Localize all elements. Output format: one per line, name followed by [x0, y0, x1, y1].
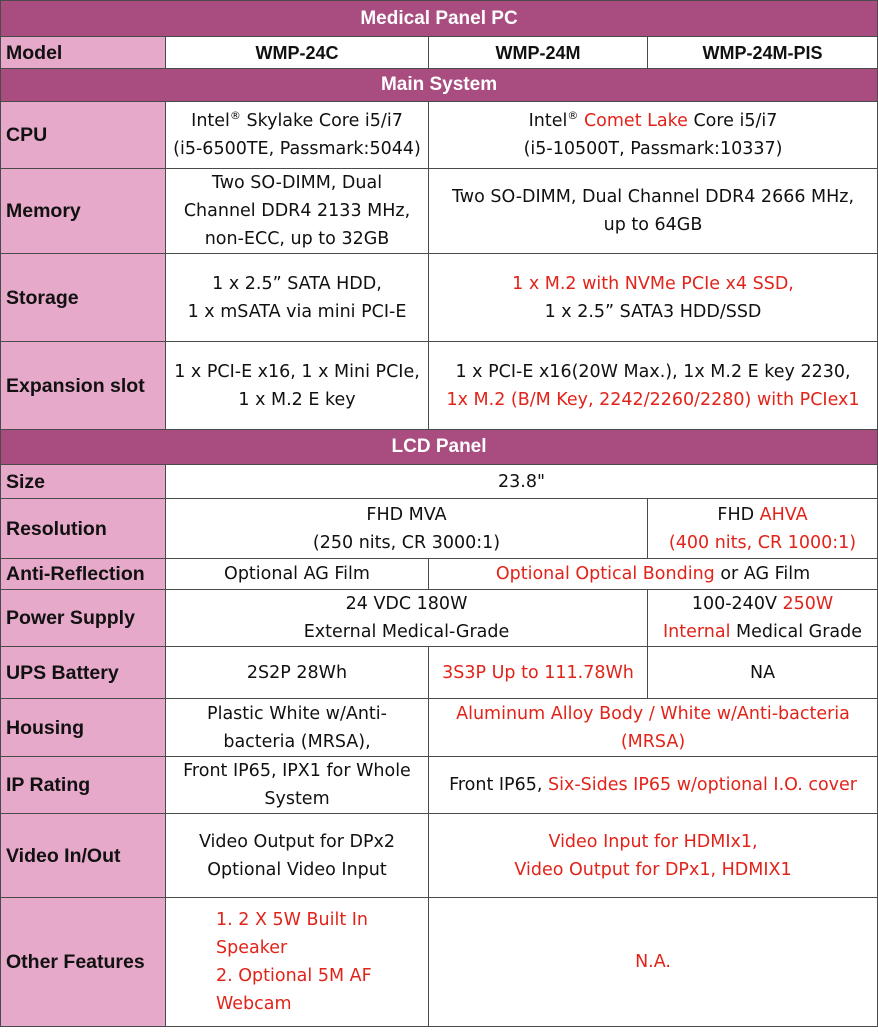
- cpu-row: [1, 102, 878, 169]
- storage-wmp-24c: [166, 254, 429, 342]
- resolution-pis-line2: (400 nits, CR 1000:1): [668, 532, 857, 553]
- video-wmp-24m-line1: Video Input for HDMIx1,: [548, 831, 758, 852]
- memory-wmp-24m-line2: up to 64GB: [603, 215, 703, 235]
- housing-row: [1, 699, 878, 757]
- housing-label: Housing: [1, 699, 166, 757]
- storage-wmp-24m: [429, 254, 878, 342]
- memory-wmp-24c-line3: non-ECC, up to 32GB: [204, 229, 390, 249]
- storage-wmp-24c-line1: 1 x 2.5” SATA HDD,: [212, 273, 382, 294]
- cpu-wmp-24c-line2: (i5-6500TE, Passmark:5044): [173, 139, 421, 159]
- other-row: [1, 898, 878, 1027]
- resolution-pis-line1: FHD AHVA: [717, 504, 808, 525]
- resolution-cm-line2: (250 nits, CR 3000:1): [312, 532, 501, 553]
- model-label: Model: [1, 37, 166, 69]
- resolution-wmp-24m-pis: [648, 499, 878, 559]
- housing-wmp-24c: [166, 699, 429, 757]
- video-wmp-24m: [429, 814, 878, 898]
- housing-wmp-24c-line1: Plastic White w/Anti-: [207, 703, 387, 724]
- memory-wmp-24c-line1: Two SO-DIMM, Dual: [211, 173, 383, 193]
- cpu-wmp-24m-line1: Intel® Comet Lake Core i5/i7: [528, 109, 778, 131]
- other-wmp-24m: N.A.: [429, 898, 878, 1027]
- section-lcd-panel: LCD Panel: [1, 430, 878, 465]
- storage-wmp-24m-line2: 1 x 2.5” SATA3 HDD/SSD: [544, 301, 762, 322]
- other-wmp-24c-line3: 2. Optional 5M AF: [216, 966, 372, 986]
- ups-wmp-24m-pis: NA: [648, 647, 878, 699]
- model-wmp-24m-pis: WMP-24M-PIS: [648, 37, 878, 69]
- expansion-wmp-24c: [166, 342, 429, 430]
- section-main-system: Main System: [1, 69, 878, 102]
- ip-wmp-24c-line2: System: [264, 789, 330, 809]
- other-label: Other Features: [1, 898, 166, 1027]
- video-label: Video In/Out: [1, 814, 166, 898]
- ups-row: [1, 647, 878, 699]
- ip-wmp-24m: Front IP65, Six-Sides IP65 w/optional I.O. cover: [429, 757, 878, 814]
- anti-reflection-wmp-24c: Optional AG Film: [166, 559, 429, 590]
- ip-row: [1, 757, 878, 814]
- title-row: [1, 1, 878, 37]
- cpu-wmp-24m-line2: (i5-10500T, Passmark:10337): [523, 139, 783, 159]
- storage-wmp-24m-line1: 1 x M.2 with NVMe PCIe x4 SSD,: [512, 273, 794, 294]
- power-cm-line2: External Medical-Grade: [303, 622, 510, 642]
- expansion-wmp-24m: [429, 342, 878, 430]
- model-wmp-24m: WMP-24M: [429, 37, 648, 69]
- cpu-wmp-24c-line1: Intel® Skylake Core i5/i7: [191, 109, 403, 131]
- lcd-panel-row: [1, 430, 878, 465]
- table-title: Medical Panel PC: [1, 1, 878, 37]
- video-row: [1, 814, 878, 898]
- power-wmp-24m-pis: [648, 590, 878, 647]
- memory-wmp-24c-line2: Channel DDR4 2133 MHz,: [183, 201, 411, 221]
- size-value: 23.8": [166, 465, 878, 499]
- main-system-row: [1, 69, 878, 102]
- housing-wmp-24m: [429, 699, 878, 757]
- video-wmp-24c: [166, 814, 429, 898]
- anti-reflection-wmp-24m: Optional Optical Bonding or AG Film: [429, 559, 878, 590]
- ip-label: IP Rating: [1, 757, 166, 814]
- power-label: Power Supply: [1, 590, 166, 647]
- expansion-wmp-24m-line1: 1 x PCI-E x16(20W Max.), 1x M.2 E key 2230,: [455, 361, 851, 382]
- ups-label: UPS Battery: [1, 647, 166, 699]
- resolution-row: [1, 499, 878, 559]
- model-row: [1, 37, 878, 69]
- resolution-wmp-24c-24m: [166, 499, 648, 559]
- ups-wmp-24c: 2S2P 28Wh: [166, 647, 429, 699]
- video-wmp-24c-line2: Optional Video Input: [207, 859, 387, 880]
- expansion-wmp-24c-line1: 1 x PCI-E x16, 1 x Mini PCIe,: [174, 361, 420, 382]
- anti-reflection-row: [1, 559, 878, 590]
- ip-wmp-24c: [166, 757, 429, 814]
- memory-wmp-24m: [429, 169, 878, 254]
- expansion-wmp-24c-line2: 1 x M.2 E key: [238, 389, 356, 410]
- expansion-wmp-24m-line2: 1x M.2 (B/M Key, 2242/2260/2280) with PCIex1: [446, 389, 860, 410]
- other-wmp-24c-line1: 1. 2 X 5W Built In: [216, 910, 369, 930]
- size-row: [1, 465, 878, 499]
- ip-wmp-24c-line1: Front IP65, IPX1 for Whole: [183, 761, 411, 781]
- power-wmp-24c-24m: [166, 590, 648, 647]
- storage-wmp-24c-line2: 1 x mSATA via mini PCI-E: [187, 301, 407, 322]
- memory-row: [1, 169, 878, 254]
- storage-label: Storage: [1, 254, 166, 342]
- cpu-wmp-24c: [166, 102, 429, 169]
- memory-wmp-24c: [166, 169, 429, 254]
- resolution-cm-line1: FHD MVA: [366, 504, 447, 525]
- other-wmp-24c: [166, 898, 429, 1027]
- size-label: Size: [1, 465, 166, 499]
- expansion-row: [1, 342, 878, 430]
- power-cm-line1: 24 VDC 180W: [345, 594, 468, 614]
- memory-label: Memory: [1, 169, 166, 254]
- power-row: [1, 590, 878, 647]
- other-wmp-24c-line2: Speaker: [216, 938, 288, 958]
- memory-wmp-24m-line1: Two SO-DIMM, Dual Channel DDR4 2666 MHz,: [451, 187, 855, 207]
- housing-wmp-24m-line2: (MRSA): [620, 731, 686, 752]
- cpu-label: CPU: [1, 102, 166, 169]
- expansion-label: Expansion slot: [1, 342, 166, 430]
- housing-wmp-24m-line1: Aluminum Alloy Body / White w/Anti-bacteria: [456, 703, 850, 724]
- power-pis-line1: 100-240V 250W: [691, 594, 834, 614]
- power-pis-line2: Internal Medical Grade: [663, 622, 862, 642]
- ups-wmp-24m: 3S3P Up to 111.78Wh: [429, 647, 648, 699]
- anti-reflection-label: Anti-Reflection: [1, 559, 166, 590]
- resolution-label: Resolution: [1, 499, 166, 559]
- model-wmp-24c: WMP-24C: [166, 37, 429, 69]
- video-wmp-24m-line2: Video Output for DPx1, HDMIX1: [514, 859, 792, 880]
- housing-wmp-24c-line2: bacteria (MRSA),: [223, 731, 371, 752]
- video-wmp-24c-line1: Video Output for DPx2: [198, 831, 396, 852]
- storage-row: [1, 254, 878, 342]
- other-wmp-24c-line4: Webcam: [216, 994, 292, 1014]
- cpu-wmp-24m: [429, 102, 878, 169]
